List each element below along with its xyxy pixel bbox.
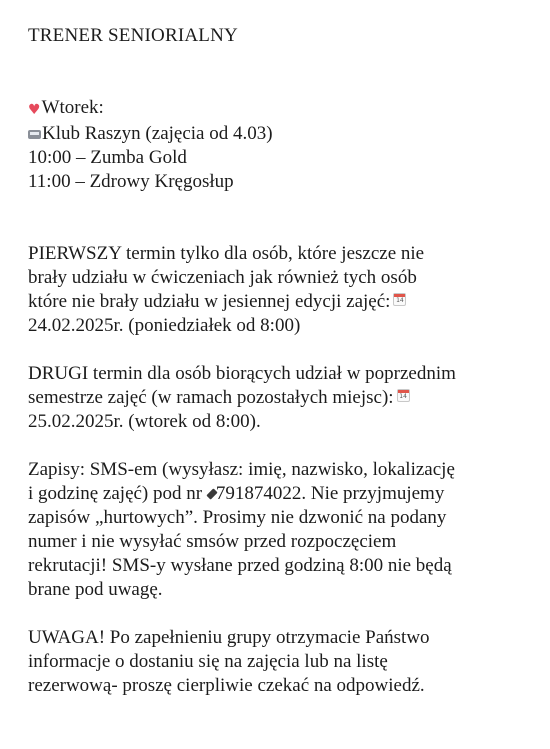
paragraph-text: semestrze zajęć (w ramach pozostałych miejsc): — [28, 387, 394, 408]
paragraph-line: brane pod uwagę. — [28, 579, 163, 600]
paragraph-line: Zapisy: SMS-em (wysyłasz: imię, nazwisko, lokalizację — [28, 459, 455, 480]
paragraph-line: UWAGA! Po zapełnieniu grupy otrzymacie Państwo — [28, 627, 430, 648]
notice-paragraph — [28, 626, 540, 698]
schedule-block — [28, 96, 540, 194]
paragraph-line: rezerwową- proszę cierpliwie czekać na odpowiedź. — [28, 675, 425, 696]
schedule-day-line — [28, 96, 540, 122]
page-title: TRENER SENIORIALNY — [28, 25, 238, 46]
paragraph-line: rekrutacji! SMS-y wysłane przed godziną 8:00 nie będą — [28, 555, 452, 576]
second-term-paragraph — [28, 362, 540, 434]
paragraph-line — [28, 386, 540, 410]
schedule-day: Wtorek: — [41, 97, 104, 118]
schedule-location: Klub Raszyn (zajęcia od 4.03) — [42, 123, 273, 144]
paragraph-line — [28, 290, 540, 314]
schedule-class-2: 11:00 – Zdrowy Kręgosłup — [28, 171, 234, 192]
paragraph-line: DRUGI termin dla osób biorących udział w poprzednim — [28, 363, 456, 384]
paragraph-line: informacje o dostaniu się na zajęcia lub na listę — [28, 651, 388, 672]
calendar-icon — [393, 293, 406, 306]
calendar-day-number: 14 — [396, 297, 404, 304]
bus-icon — [28, 130, 41, 139]
paragraph-text: które nie brały udziału w jesiennej edycji zajęć: — [28, 291, 391, 312]
paragraph-line: brały udziału w ćwiczeniach jak również tych osób — [28, 267, 417, 288]
paragraph-line: numer i nie wysyłać smsów przed rozpoczęciem — [28, 531, 397, 552]
signup-paragraph — [28, 458, 540, 602]
paragraph-line: zapisów „hurtowych”. Prosimy nie dzwonić na podany — [28, 507, 447, 528]
document — [28, 24, 540, 698]
calendar-icon — [397, 389, 410, 402]
calendar-day-number: 14 — [399, 393, 407, 400]
paragraph-line — [28, 482, 540, 506]
first-term-date: 24.02.2025r. (poniedziałek od 8:00) — [28, 315, 301, 336]
schedule-class-1: 10:00 – Zumba Gold — [28, 147, 187, 168]
red-heart-icon: ♥ — [28, 102, 41, 118]
paragraph-line: PIERWSZY termin tylko dla osób, które jeszcze nie — [28, 243, 425, 264]
paragraph-text: i godzinę zajęć) pod nr — [28, 483, 203, 504]
second-term-date: 25.02.2025r. (wtorek od 8:00). — [28, 411, 261, 432]
first-term-paragraph — [28, 242, 540, 338]
schedule-location-line — [28, 122, 540, 146]
phone-number-text: 791874022. Nie przyjmujemy — [215, 483, 445, 504]
